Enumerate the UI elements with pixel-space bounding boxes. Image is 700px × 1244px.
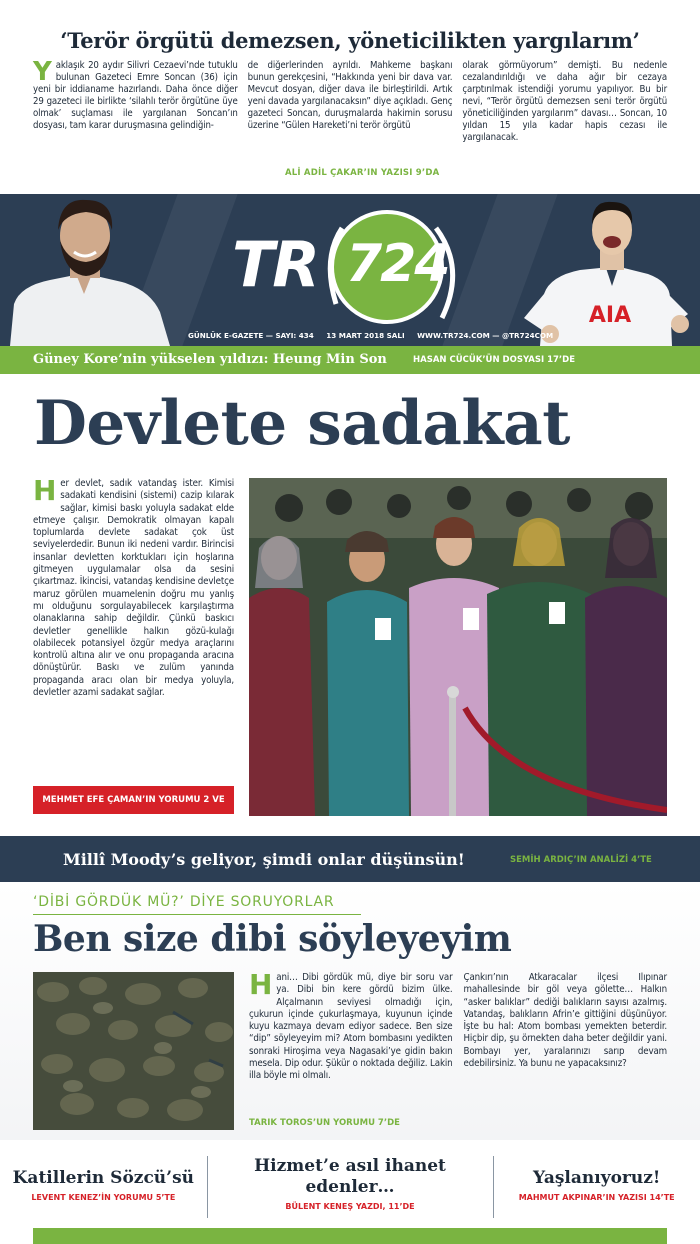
top-story-headline[interactable]: ‘Terör örgütü demezsen, yöneticilikten yargılarım’ [60, 28, 640, 53]
top-story-col-3: olarak görmüyorum” demişti. Bu nedenle cezalandırıldığı ve daha ağır bir cezaya çarptırılmak istendiği yorumu yapılıyor. Bu bir nevi, “Terör örgütü demezsen seni terör örgütü yöneticiliğinden yargılarım” davası… Soncan, 10 yıldan 15 yıla kadar hapis cezası ile yargılanacak. [462, 60, 668, 143]
story3-col-1-text: ani… Dibi gördük mü, diye bir soru var ya. Dibi bin kere gördü bizim ülke. Alçalmanın seviyesi olmadığı için, çukurun içinde çukurlaşmaya, kuyunun içinde kuyu kazmaya devam ediyor sadece. Ben size “dip” söyleyeyim mi? Atom bombasını yedikten sonraki Hiroşima veya Nagasaki’ye gidin bakın mesela. Dip odur. Şükür o noktada değiliz. Lakin illa böyle mi olmalı. [249, 972, 453, 1082]
bottom-teaser-2[interactable] [207, 1150, 494, 1222]
story3-body [249, 968, 667, 1083]
teaser-credit[interactable]: HASAN CÜCÜK’ÜN DOSYASI 17’DE [413, 355, 576, 365]
bottom-teaser-1-title[interactable]: Katillerin Sözcü’sü [12, 1168, 195, 1188]
shirt-sponsor-text: AIA [588, 303, 632, 328]
footer-bar [33, 1228, 667, 1244]
bottom-teaser-3-credit[interactable]: MAHMUT AKPINAR’IN YAZISI 14’TE [518, 1193, 675, 1202]
teaser-bar[interactable] [0, 346, 700, 374]
bottom-teaser-1-credit[interactable]: LEVENT KENEZ’İN YORUMU 5’TE [31, 1193, 176, 1202]
main-story-body: er devlet, sadık vatandaş ister. Kimisi sadakati kendisini (sistemi) cazip kılarak sağlar, kimisi baskı yoluyla sadakat elde etmeye çalışır. Demokratik olmayan kapalı toplumlarda devlete sadakat çok üst seviyelerdedir. Bunun iki nedeni vardır. Birincisi insanlar devletten korktukları için hoşlarına gitmeyen uygulamalar olsa da sesini çıkartmaz. İkincisi, vatandaş kendisine devletçe maruz görülen muamelenin doğru mu yanlış mı olduğunu sorgulayabilecek karşılaştırma olanaklarına sahip değildir. Çünkü baskıcı devletler genellikle halkın gözü-kulağı olabilecek potansiyel özgür medya araçlarını kontrolü altına alır ve onu propaganda aracına dönüştürür. Baskı ve zulüm yanında propaganda aracı olan bir medya yoluyla, devletler azami sadakat sağlar. [33, 478, 234, 699]
story3-credit[interactable]: TARIK TOROS’UN YORUMU 7’DE [249, 1118, 400, 1128]
bottom-teaser-2-title[interactable]: Hizmet’e asıl ihanet edenler… [254, 1156, 446, 1197]
issue-info: GÜNLÜK E-GAZETE — SAYI: 434 13 MART 2018 SALI WWW.TR724.COM — @TR724COM [188, 331, 554, 340]
bottom-teaser-2-credit[interactable]: BÜLENT KENEŞ YAZDI, 11’DE [285, 1202, 415, 1211]
teaser-title[interactable]: Güney Kore’nin yükselen yıldızı: Heung Min Son [33, 352, 387, 367]
story3-kicker: ‘DİBİ GÖRDÜK MÜ?’ DİYE SORUYORLAR [33, 894, 335, 910]
bottom-teaser-1[interactable] [0, 1150, 207, 1222]
bottom-teasers [0, 1150, 700, 1222]
main-story-dropcap: H [33, 474, 57, 507]
top-story-credit-link[interactable]: ALİ ADİL ÇAKAR’IN YAZISI 9’DA [285, 168, 440, 178]
top-story-dropcap: Y [33, 57, 52, 87]
main-story-credit-button[interactable]: MEHMET EFE ÇAMAN’IN YORUMU 2 VE 3’TE [33, 786, 234, 814]
top-story-col-1 [33, 57, 238, 144]
analysis-band-credit[interactable]: SEMİH ARDIÇ’IN ANALİZİ 4’TE [510, 855, 652, 865]
story3-headline[interactable]: Ben size dibi söyleyeyim [33, 918, 512, 960]
top-story-body [33, 57, 668, 144]
main-headline[interactable]: Devlete sadakat [34, 388, 570, 459]
main-story-text [33, 474, 234, 699]
story3-col-1 [249, 968, 453, 1083]
main-story-photo[interactable] [249, 478, 667, 816]
logo-number[interactable]: 724 [346, 234, 449, 294]
analysis-band-title[interactable]: Millî Moody’s geliyor, şimdi onlar düşünsün! [63, 850, 465, 869]
story3-kicker-underline [33, 914, 361, 915]
bottom-teaser-3-title[interactable]: Yaşlanıyoruz! [533, 1168, 661, 1188]
journalist-portrait [0, 194, 190, 346]
top-story-col-1-text: aklaşık 20 aydır Silivri Cezaevi’nde tutuklu bulunan Gazeteci Emre Soncan (36) için yeni bir iddianame hazırlandı. Daha önce diğer 29 gazeteci ile birlikte ‘silahlı terör örgütüne üye olmak’ suçlaması ile yargılanan Soncan’ın dosyası, tam karar duruşmasına gelindiğin- [33, 60, 238, 131]
logo-tr[interactable]: TR [232, 228, 319, 301]
story3-lake-photo[interactable] [33, 972, 234, 1130]
masthead [0, 194, 700, 346]
bottom-teaser-3[interactable] [493, 1150, 700, 1222]
story3-dropcap: H [249, 968, 273, 1001]
footballer-portrait [520, 194, 700, 346]
top-story-col-2: de diğerlerinden ayrıldı. Mahkeme başkanı bunun gerekçesini, “Hakkında yeni bir dava var. Mevcut dosyan, diğer dava ile birleştirildi. Artık yeni davada yargılanacaksın” diye açıkladı. Genç gazeteci Soncan, duruşmalarda hakimin sorusu üzerine “Gülen Hareketi’ni terör örgütü [247, 60, 453, 131]
story3-col-2: Çankırı’nın Atkaracalar ilçesi Ilıpınar mahallesinde bir göl veya gölette… Halkın “asker balıklar” dediği balıkların sayısı azalmış. Vatandaş, balıkların Afrin’e gittiğini düşünüyor. İşte bu hal: Atom bombası yemekten beterdir. Hiçbir dip, şu örnekten daha beter değildir yani. Bombayı yer, yaralarınızı sarıp devam edebilirsiniz. Ya bunu ne yapacaksınız? [463, 972, 667, 1070]
